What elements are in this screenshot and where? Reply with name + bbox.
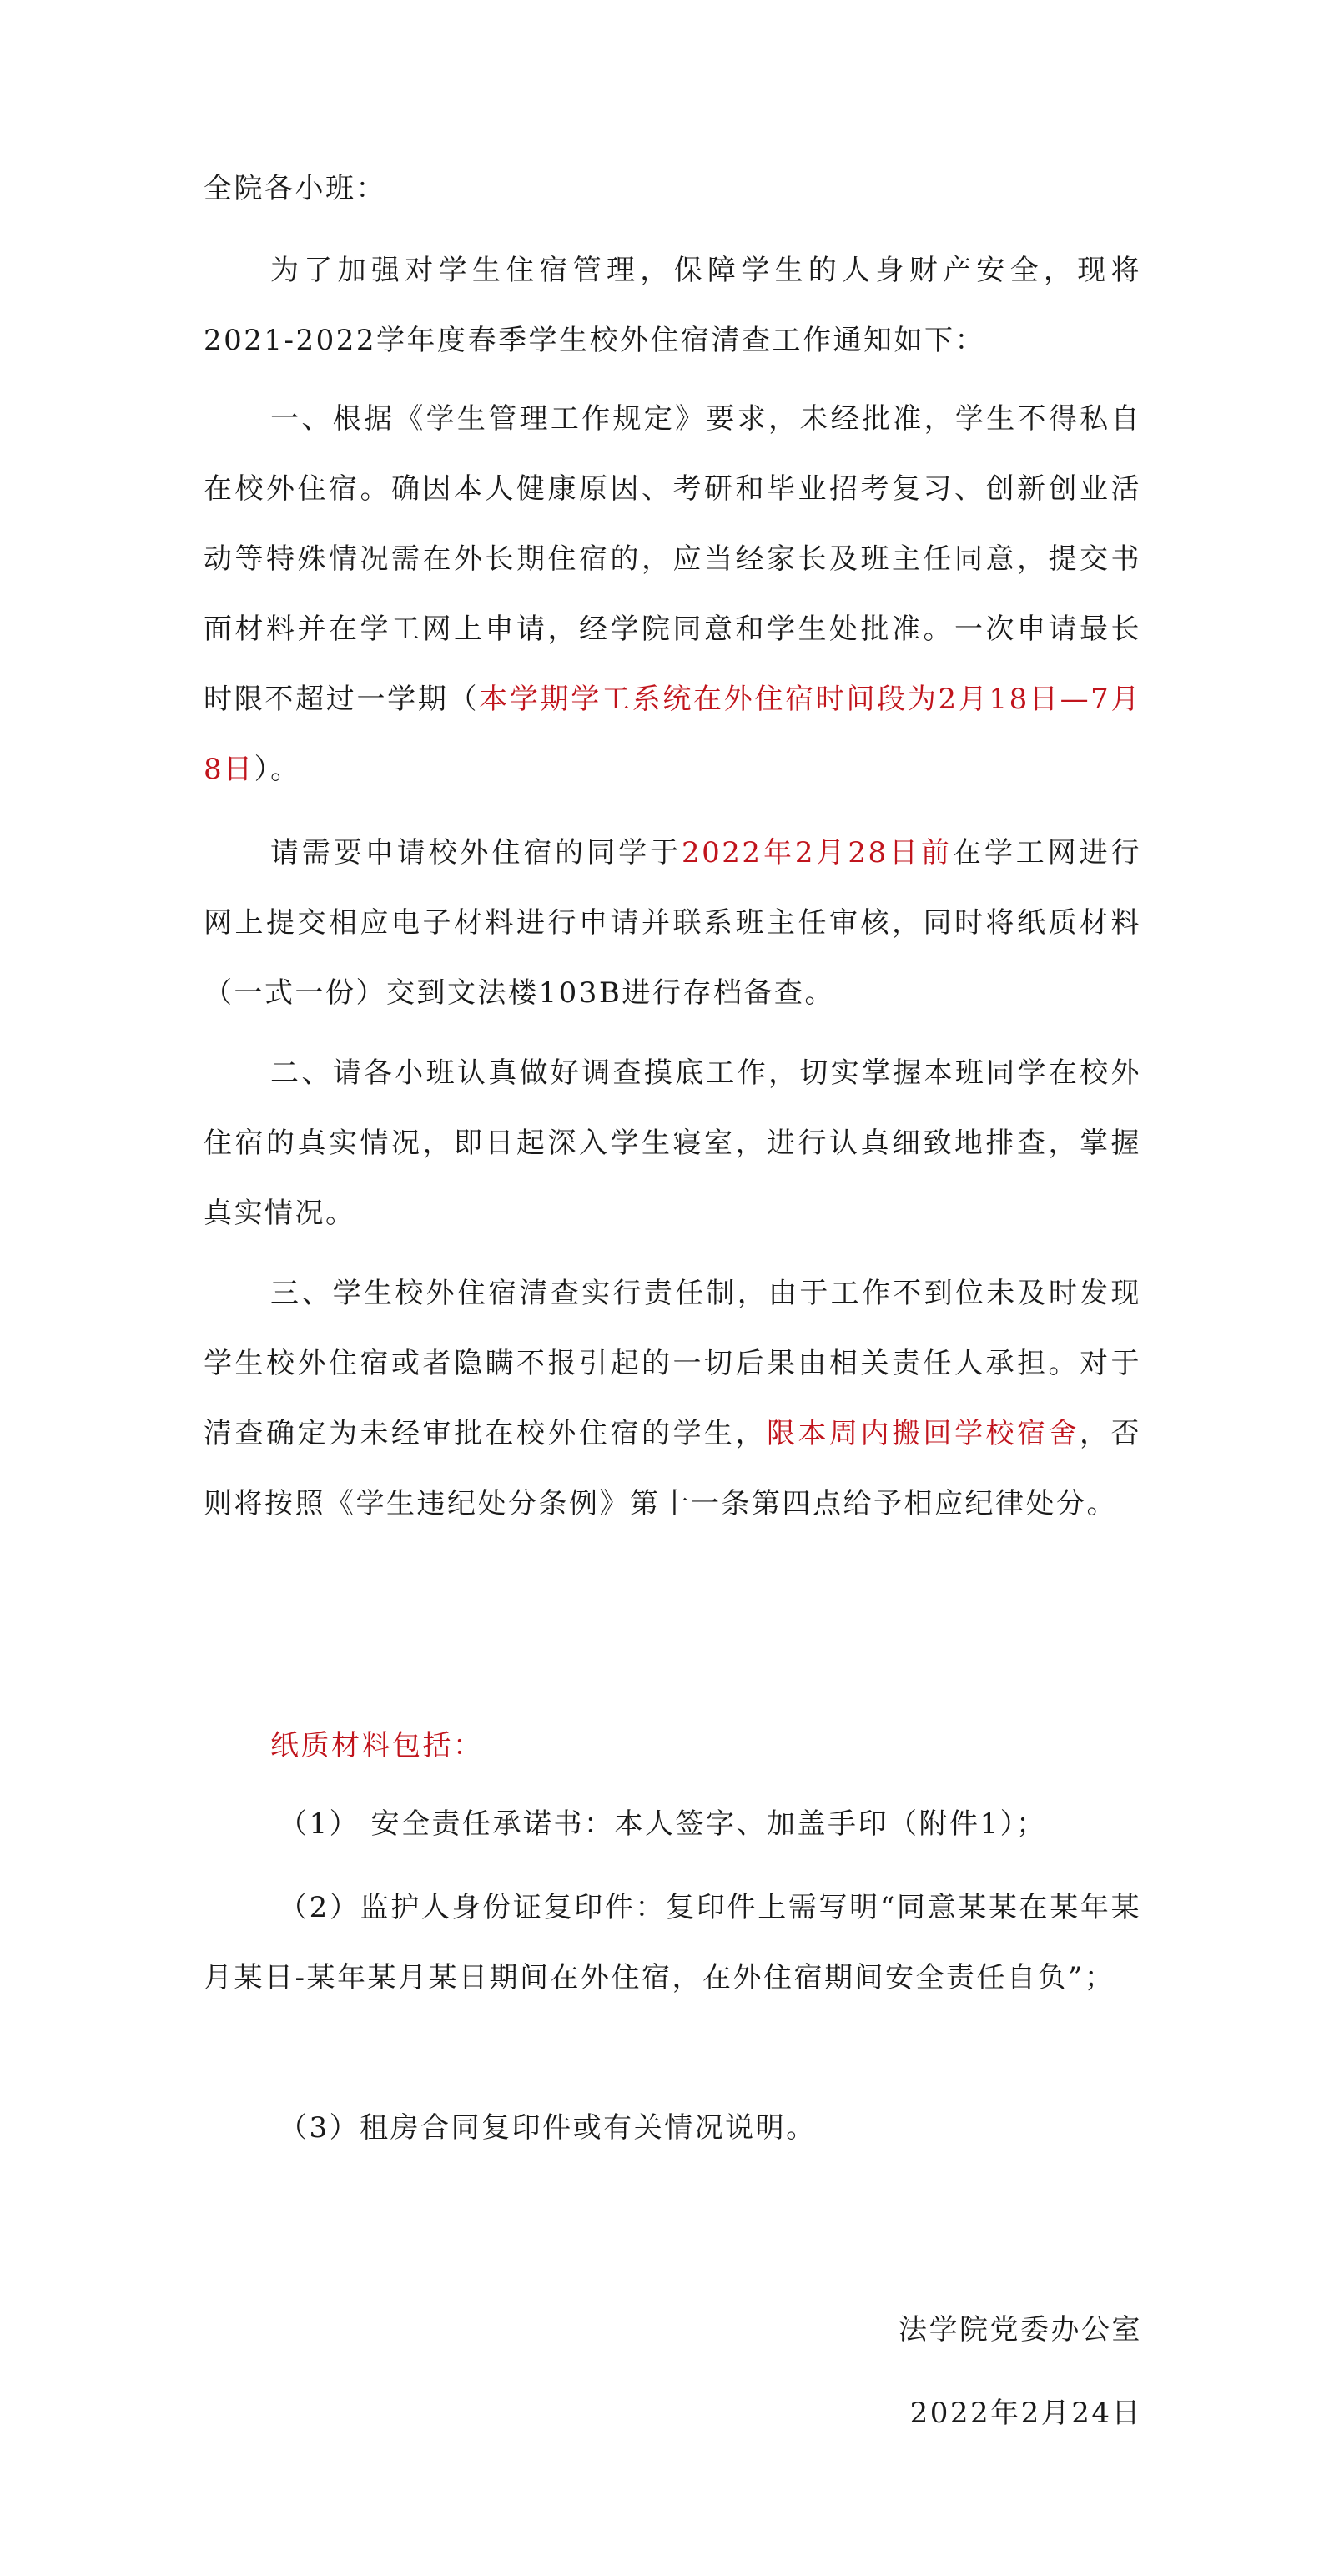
rule-one-paragraph	[204, 384, 1141, 804]
deadline-highlight: 2022年2月28日前	[682, 836, 953, 870]
salutation: 全院各小班：	[204, 172, 386, 205]
deadline-text: 请需要申请校外住宿的同学于	[270, 836, 682, 870]
materials-item-3: （3）租房合同复印件或有关情况说明。	[279, 2111, 817, 2145]
rule-three-tail: ，否则将按照《学生违纪处分条例》第十一条第四点给予相应纪律处分。	[204, 1417, 1141, 1520]
signature-date: 2022年2月24日	[909, 2397, 1142, 2430]
stay-period-highlight: 本学期学工系统在外住宿时间段为2月18日—7月8日	[204, 683, 1142, 786]
materials-item-2: （2）监护人身份证复印件：复印件上需写明“同意某某在某年某月某日-某年某月某日期间在外住宿，在外住宿期间安全责任自负”；	[204, 1891, 1141, 1994]
intro-paragraph: 为了加强对学生住宿管理，保障学生的人身财产安全，现将2021-2022学年度春季学生校外住宿清查工作通知如下：	[204, 254, 1141, 357]
materials-item-1: （1） 安全责任承诺书：本人签字、加盖手印（附件1）；	[279, 1807, 1047, 1841]
move-back-highlight: 限本周内搬回学校宿舍	[767, 1417, 1080, 1450]
deadline-tail: 在学工网进行网上提交相应电子材料进行申请并联系班主任审核，同时将纸质材料（一式一份）交到文法楼103B进行存档备查。	[204, 836, 1142, 1010]
signature-org: 法学院党委办公室	[899, 2313, 1142, 2347]
rule-two-paragraph: 二、请各小班认真做好调查摸底工作，切实掌握本班同学在校外住宿的真实情况，即日起深入学生寝室，进行认真细致地排查，掌握真实情况。	[204, 1056, 1141, 1230]
rule-three-text: 三、学生校外住宿清查实行责任制，由于工作不到位未及时发现学生校外住宿或者隐瞒不报引起的一切后果由相关责任人承担。对于清查确定为未经审批在校外住宿的学生，	[204, 1277, 1141, 1450]
rule-one-tail: ）。	[254, 753, 301, 786]
rule-three-paragraph	[204, 1258, 1141, 1539]
deadline-paragraph	[204, 818, 1141, 1028]
materials-heading: 纸质材料包括：	[270, 1729, 484, 1762]
rule-one-text: 一、根据《学生管理工作规定》要求，未经批准，学生不得私自在校外住宿。确因本人健康原因、考研和毕业招考复习、创新创业活动等特殊情况需在外长期住宿的，应当经家长及班主任同意，提交书面材料并在学工网上申请，经学院同意和学生处批准。一次申请最长时限不超过一学期（	[204, 402, 1141, 716]
